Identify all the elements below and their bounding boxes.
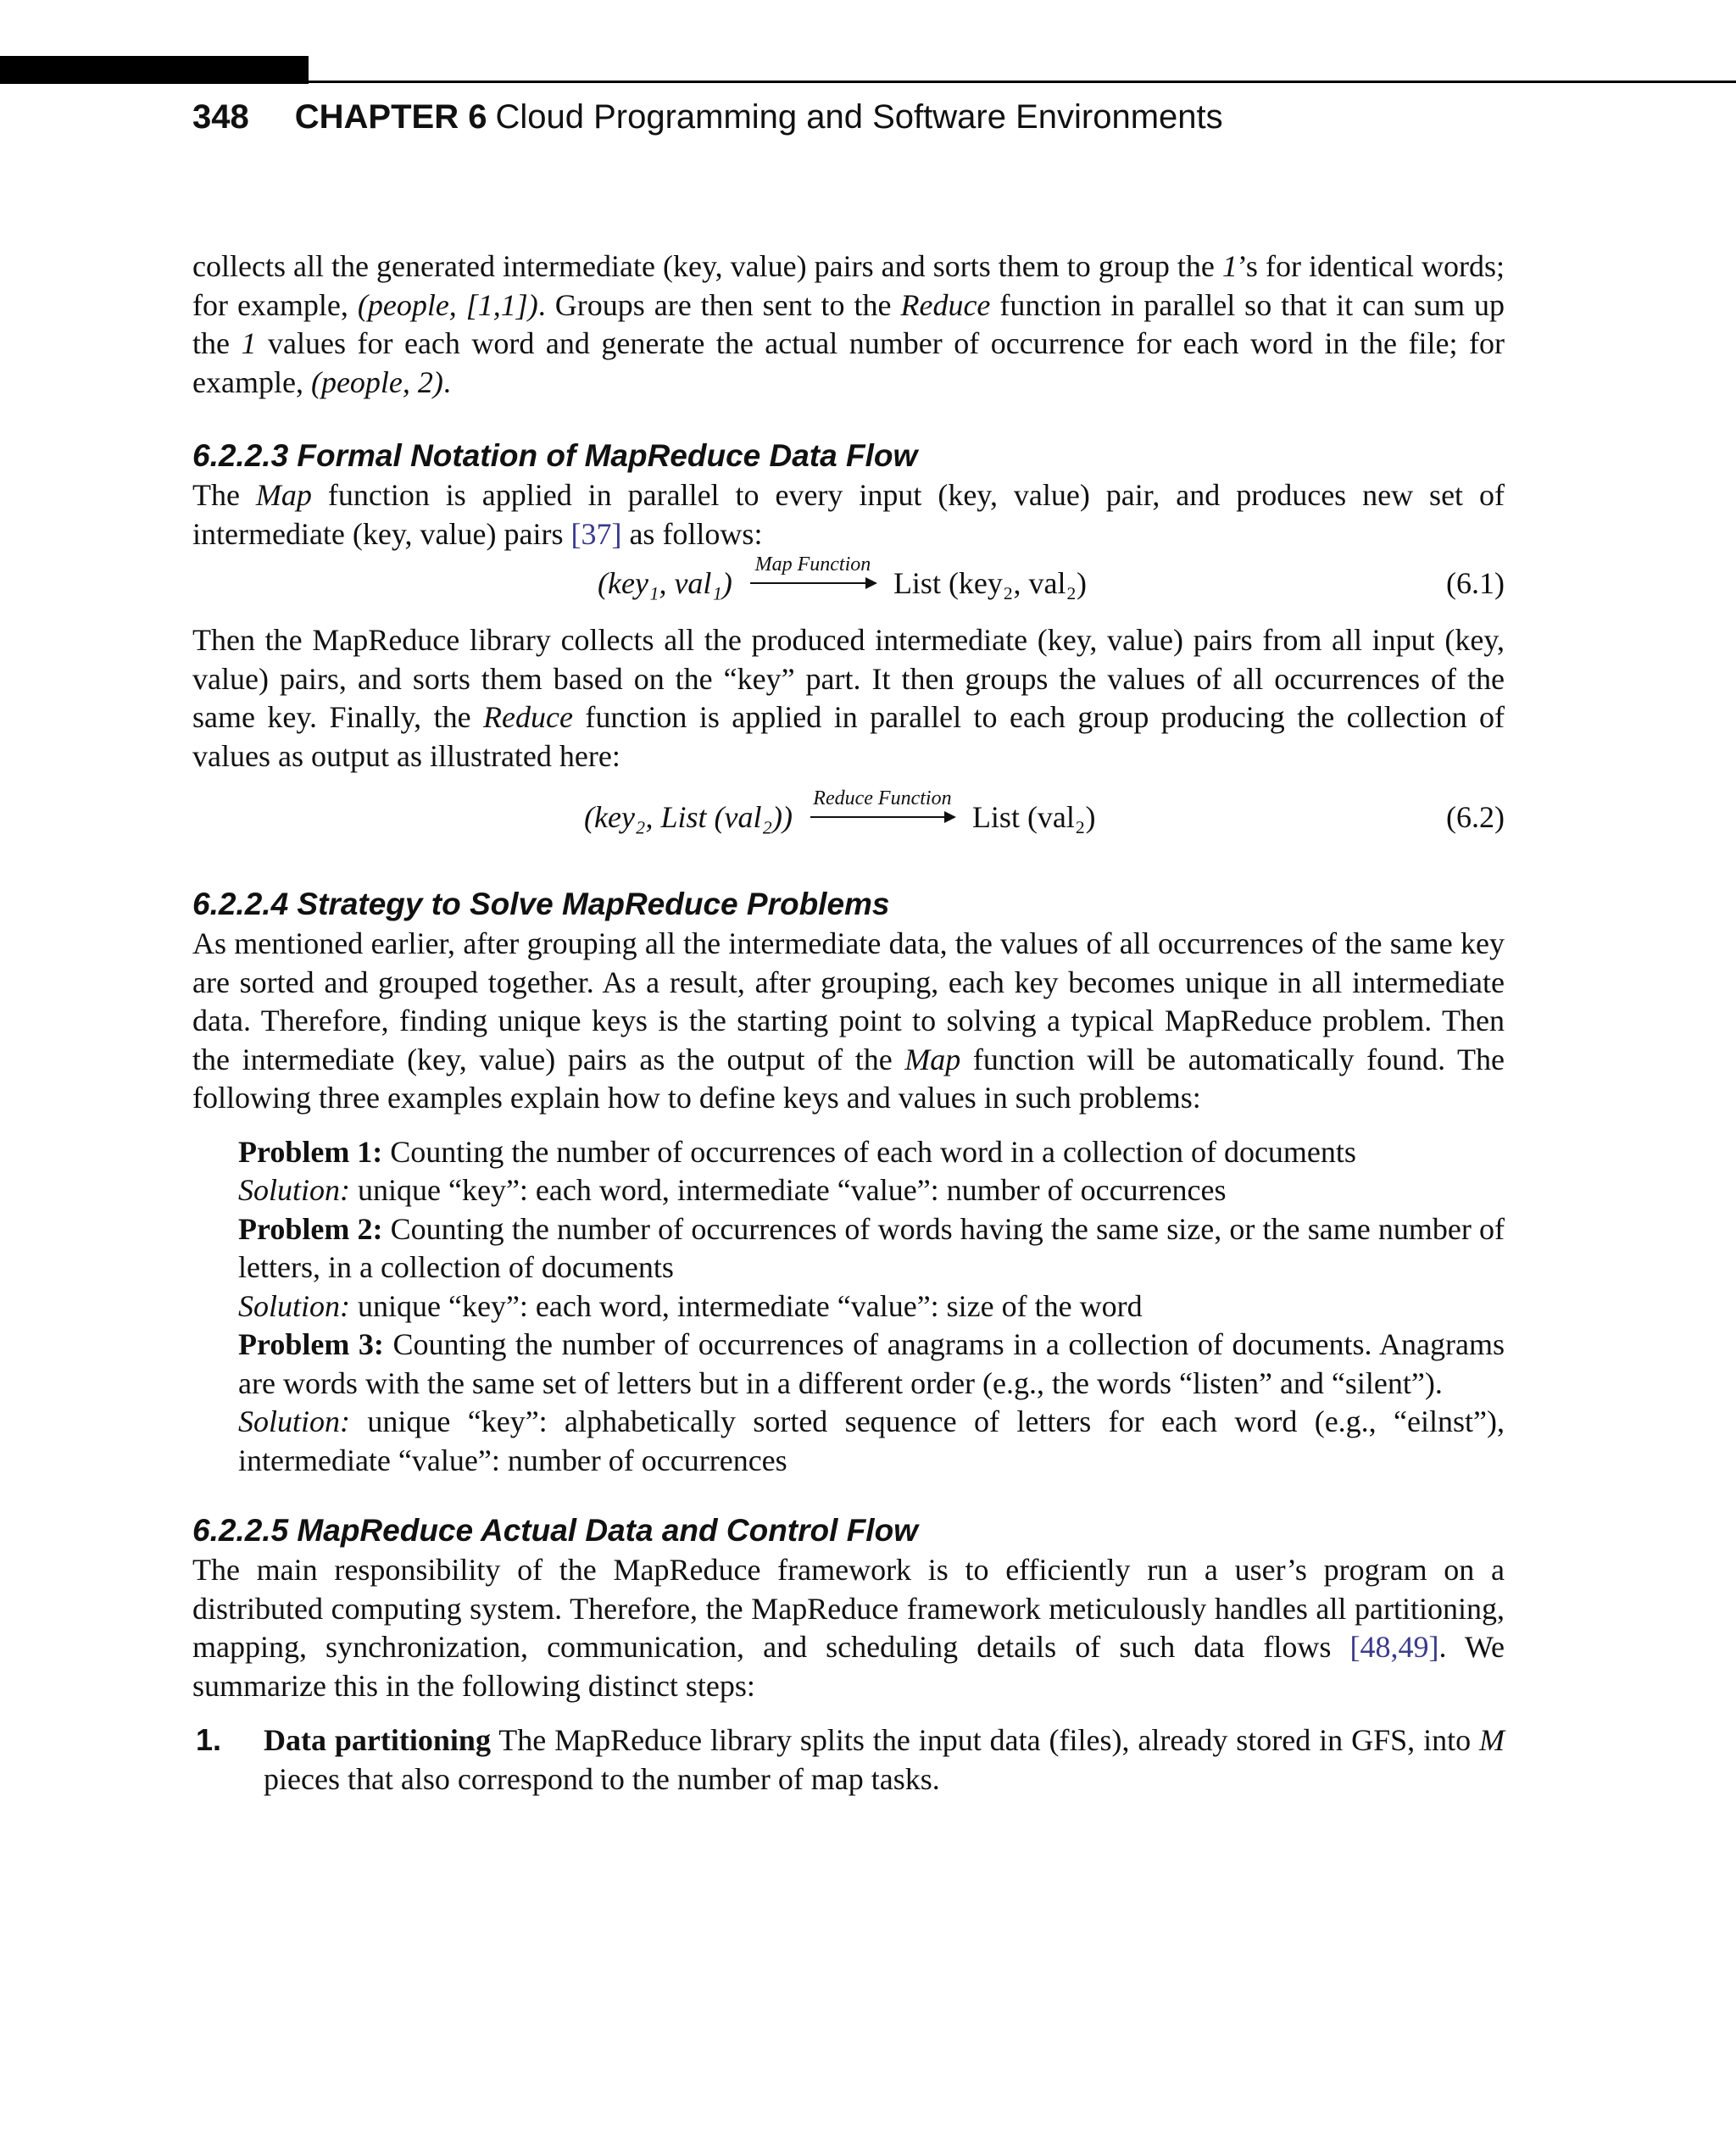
sec5-paragraph-1: The main responsibility of the MapReduce framework is to efficiently run a user’s program on a distributed computing system. Therefore, the MapReduce framework meticulously handles all partitioning, mapping, synchronization, communication, and scheduling details of such data flows [48,49]. We summarize this in the following distinct steps: <box>192 1553 1505 1703</box>
problem-1: Problem 1: Counting the number of occurrences of each word in a collection of documents <box>238 1134 1356 1169</box>
sec4-paragraph-1: As mentioned earlier, after grouping all the intermediate data, the values of all occurrences of the same key are sorted and grouped together. As a result, after grouping, each key becomes unique in all intermediate data. Therefore, finding unique keys is the starting point to solving a typical MapReduce problem. Then the intermediate (key, value) pairs as the output of the Map function will be automatically found. The following three examples explain how to define keys and values in such problems: <box>192 926 1505 1115</box>
problem-2: Problem 2: Counting the number of occurrences of words having the same size, or the same number of letters, in a collection of documents <box>238 1211 1505 1284</box>
header-bar <box>0 56 309 84</box>
section-heading-6-2-2-5: 6.2.2.5 MapReduce Actual Data and Control Flow <box>192 1513 918 1548</box>
header-rule <box>309 81 1736 83</box>
citation-link[interactable]: [37] <box>570 516 622 551</box>
solution-2: Solution: unique “key”: each word, intermediate “value”: size of the word <box>238 1288 1143 1323</box>
sec3-paragraph-2: Then the MapReduce library collects all the produced intermediate (key, value) pairs from all input (key, value) pairs, and sorts them based on the “key” part. It then groups the values of all occurrences of the same key. Finally, the Reduce function is applied in parallel to each group producing the collection of values as output as illustrated here: <box>192 623 1505 773</box>
eq1-rhs: List (key₂, val₂) <box>893 566 1087 600</box>
step-number: 1. <box>196 1722 222 1757</box>
solution-3: Solution: unique “key”: alphabetically sorted sequence of letters for each word (e.g., “eilnst”), intermediate “value”: number of occurrences <box>238 1404 1505 1477</box>
step-title: Data partitioning <box>264 1723 491 1757</box>
chapter-title: Cloud Programming and Software Environments <box>495 98 1223 136</box>
solution-1: Solution: unique “key”: each word, intermediate “value”: number of occurrences <box>238 1173 1227 1207</box>
map-function-arrow: Map Function <box>750 582 876 584</box>
eq2-lhs: (key₂, List (val₂)) <box>584 800 793 834</box>
eq2-rhs: List (val₂) <box>971 800 1096 834</box>
citation-link[interactable]: [48,49] <box>1349 1630 1439 1664</box>
steps-list <box>192 1721 1505 1799</box>
section-heading-6-2-2-4: 6.2.2.4 Strategy to Solve MapReduce Problems <box>192 887 890 921</box>
page-number: 348 <box>192 98 249 136</box>
intro-paragraph: collects all the generated intermediate (key, value) pairs and sorts them to group the 1’s for identical words; for example, (people, [1,1]). Groups are then sent to the Reduce function in parallel so that it can sum up the 1 values for each word and generate the actual number of occurrence for each word in the file; for example, (people, 2). <box>192 249 1505 399</box>
running-head <box>192 95 1223 139</box>
problem-3: Problem 3: Counting the number of occurrences of anagrams in a collection of documents. Anagrams are words with the same set of letters but in a different order (e.g., the words “listen” and “silent”). <box>238 1327 1505 1400</box>
equation-6-2 <box>192 787 1505 843</box>
chapter-label: CHAPTER 6 <box>294 98 487 136</box>
problem-list <box>192 1133 1505 1481</box>
reduce-function-arrow: Reduce Function <box>810 816 954 818</box>
section-heading-6-2-2-3: 6.2.2.3 Formal Notation of MapReduce Data Flow <box>192 438 918 473</box>
equation-number: (6.2) <box>1446 800 1505 834</box>
sec3-paragraph-1: The Map function is applied in parallel to every input (key, value) pair, and produces new set of intermediate (key, value) pairs [37] as follows: <box>192 478 1505 551</box>
page-body <box>192 247 1505 1799</box>
equation-6-1 <box>192 553 1505 609</box>
equation-number: (6.1) <box>1446 566 1505 600</box>
eq1-lhs: (key₁, val₁) <box>598 566 732 600</box>
step-1: 1. Data partitioning The MapReduce library splits the input data (files), already stored in GFS, into M pieces that also correspond to the number of map tasks. <box>196 1722 1505 1796</box>
